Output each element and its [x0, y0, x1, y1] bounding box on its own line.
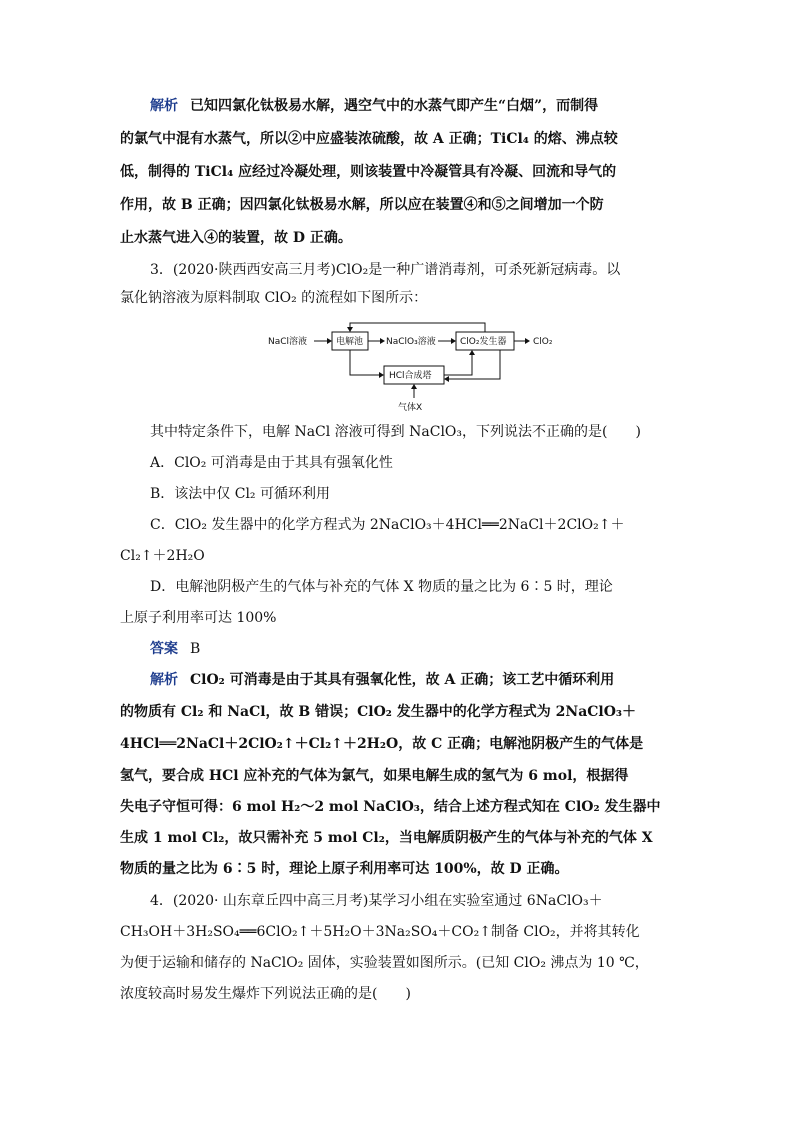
q3-option-c-line-1: C．ClO₂ 发生器中的化学方程式为 2NaClO₃＋4HCl══2NaCl＋2ClO₂↑＋	[150, 517, 625, 533]
arrowhead-generator-hcl	[444, 376, 449, 382]
q3-option-b: B．该法中仅 Cl₂ 可循环利用	[150, 486, 330, 502]
q4-line-3: 为便于运输和储存的 NaClO₂ 固体，实验装置如图所示。(已知 ClO₂ 沸点为 10 ℃，	[120, 955, 649, 971]
flow-electrolysis-label: 电解池	[336, 337, 364, 347]
analysis1-line-2: 的氯气中混有水蒸气，所以②中应盛装浓硫酸，故 A 正确；TiCl₄ 的熔、沸点较	[120, 131, 618, 147]
flow-clo2-label: ClO₂	[533, 337, 553, 347]
flow-generator-label: ClO₂发生器	[460, 337, 507, 347]
q3-line-2: 氯化钠溶液为原料制取 ClO₂ 的流程如下图所示：	[120, 290, 428, 306]
arrowhead-hcl-generator	[469, 350, 475, 355]
q3-option-d-line-2: 上原子利用率可达 100%	[120, 610, 277, 626]
arrowhead-naclo3	[451, 338, 456, 344]
analysis2-line-7: 物质的量之比为 6∶5 时，理论上原子利用率可达 100%，故 D 正确。	[120, 861, 569, 877]
flow-naclo3-label: NaClO₃溶液	[386, 337, 436, 347]
analysis1-line-5: 止水蒸气进入④的装置，故 D 正确。	[120, 230, 352, 246]
analysis2-line-6: 生成 1 mol Cl₂，故只需补充 5 mol Cl₂，当电解质阴极产生的气体与补充的气体 X	[120, 830, 653, 846]
arrowhead-recycle-top	[347, 327, 353, 332]
arrowhead-generator	[525, 338, 530, 344]
answer-label: 答案	[150, 641, 178, 657]
analysis1-line-3: 低，制得的 TiCl₄ 应经过冷凝处理，则该装置中冷凝管具有冷凝、回流和导气的	[120, 164, 617, 180]
analysis2-line-1	[150, 670, 676, 690]
analysis2-text-1: ClO₂ 可消毒是由于其具有强氧化性，故 A 正确；该工艺中循环利用	[190, 672, 615, 688]
q3-stem: 其中特定条件下，电解 NaCl 溶液可得到 NaClO₃，下列说法不正确的是( )	[150, 424, 641, 440]
arrow-hcl-to-generator	[444, 355, 472, 375]
flow-gasx-label: 气体X	[398, 403, 423, 413]
analysis2-label: 解析	[150, 672, 178, 688]
arrowhead-cell	[380, 338, 385, 344]
analysis1-text-1: 已知四氯化钛极易水解，遇空气中的水蒸气即产生“白烟”，而制得	[190, 98, 599, 114]
arrowhead-gasx	[411, 384, 417, 389]
arrowhead-nacl	[327, 338, 332, 344]
arrowhead-cell-hcl	[379, 372, 384, 378]
flow-nacl-label: NaCl溶液	[268, 337, 308, 347]
analysis1-line-1	[150, 96, 676, 116]
q4-line-4: 浓度较高时易发生爆炸下列说法正确的是( )	[120, 986, 411, 1002]
q3-option-d-line-1: D．电解池阴极产生的气体与补充的气体 X 物质的量之比为 6∶5 时，理论	[150, 579, 613, 595]
analysis1-line-4: 作用，故 B 正确；因四氯化钛极易水解，所以应在装置④和⑤之间增加一个防	[120, 197, 604, 213]
answer-value: B	[190, 641, 201, 657]
analysis2-line-5: 失电子守恒可得：6 mol H₂～2 mol NaClO₃，结合上述方程式知在 ClO₂ 发生器中	[120, 799, 661, 815]
q4-line-1: 4．(2020· 山东章丘四中高三月考)某学习小组在实验室通过 6NaClO₃＋	[150, 893, 603, 909]
q3-answer	[150, 639, 676, 659]
analysis2-line-3: 4HCl══2NaCl＋2ClO₂↑＋Cl₂↑＋2H₂O，故 C 正确；电解池阴极产生的气体是	[120, 736, 644, 752]
arrow-cell-to-hcl	[350, 350, 379, 375]
q3-option-a: A．ClO₂ 可消毒是由于其具有强氧化性	[150, 455, 393, 471]
analysis2-line-2: 的物质有 Cl₂ 和 NaCl，故 B 错误；ClO₂ 发生器中的化学方程式为 2NaClO₃＋	[120, 704, 637, 720]
q3-option-c-line-2: Cl₂↑＋2H₂O	[120, 548, 205, 564]
arrow-recycle-top	[350, 323, 485, 332]
q4-line-2: CH₃OH＋3H₂SO₄══6ClO₂↑＋5H₂O＋3Na₂SO₄＋CO₂↑制备 ClO₂，并将其转化	[120, 924, 640, 940]
q3-line-1: 3．(2020·陕西西安高三月考)ClO₂是一种广谱消毒剂，可杀死新冠病毒。以	[150, 262, 621, 278]
analysis2-line-4: 氢气，要合成 HCl 应补充的气体为氯气，如果电解生成的氢气为 6 mol，根据得	[120, 768, 629, 784]
flow-hcl-label: HCl合成塔	[389, 371, 432, 381]
clo2-flow-diagram	[262, 322, 562, 416]
analysis1-label: 解析	[150, 98, 178, 114]
